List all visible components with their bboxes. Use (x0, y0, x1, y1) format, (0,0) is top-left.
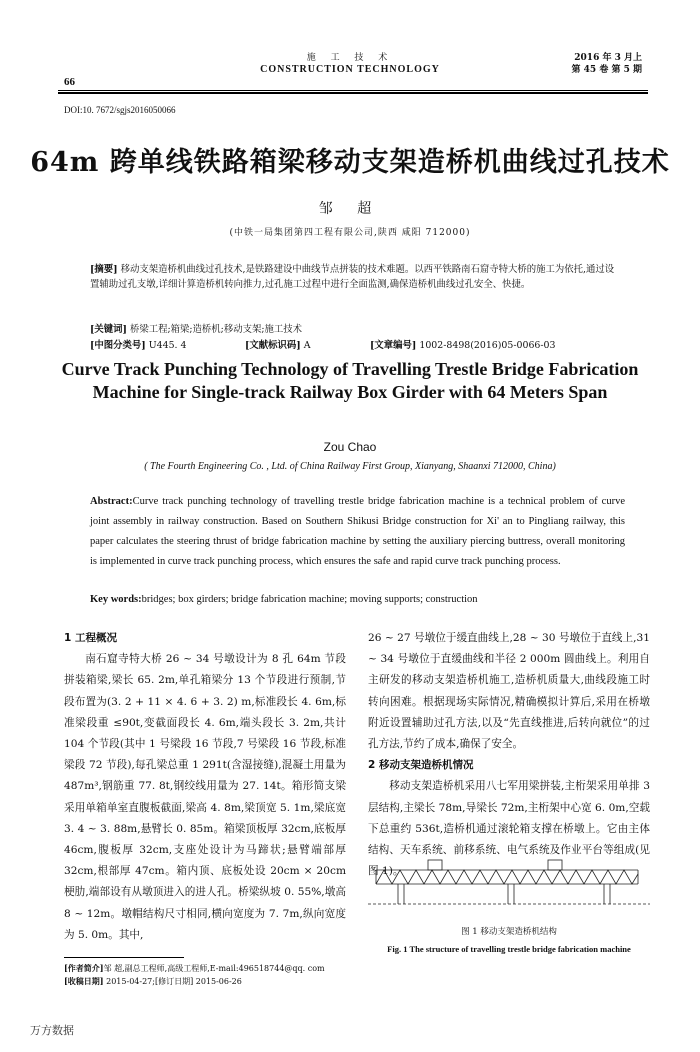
figure-caption-cn: 图 1 移动支架造桥机结构 (461, 927, 557, 937)
keywords-cn-text: 桥梁工程;箱梁;造桥机;移动支架;施工技术 (129, 324, 302, 335)
issue-volume: 第 45 卷 第 5 期 (571, 65, 642, 75)
right-column (368, 628, 650, 882)
footnote-dates (64, 975, 349, 988)
section2-heading: 2 移动支架造桥机情况 (368, 759, 474, 772)
abstract-en-label: Abstract: (90, 496, 133, 507)
abstract-en (90, 492, 625, 572)
title-en: Curve Track Punching Technology of Travelling Trestle Bridge Fabrication Machine for Single-track Railway Box Girder with 64 Meters Span (61, 359, 639, 402)
header-rule-thick (58, 92, 648, 94)
journal-name-en: CONSTRUCTION TECHNOLOGY (260, 64, 440, 75)
issue-date: 2016 年 3 月上 (574, 53, 642, 63)
article-label: [文章编号] (370, 340, 417, 351)
section1-paragraph: 南石窟寺特大桥 26 ~ 34 号墩设计为 8 孔 64m 节段拼装箱梁,梁长 65. 2m,单孔箱梁分 13 个节段进行预制,节段布置为(3. 2 + 11 × 4. 6 + 3. 2) m,标准段长 4. 6m,标准梁段重 ≤90t,变截面段长 4. 6m,端头段长 3. 2m,共计 104 个节段(其中 1 号梁段 16 节段,7 号梁段 16 节段,标准梁段 72 节段),每孔梁总重 1 291t(含湿接缝),混凝土用量为 487m³,钢筋重 77. 8t,钢绞线用量为 27. 14t。箱形简支梁采用单箱单室直腹板截面,梁高 4. 8m,梁顶宽 5. 1m,梁底宽 3. 4 ~ 3. 88m,悬臂长 0. 85m。箱梁顶板厚 32cm,底板厚 46cm,腹板厚 32cm,支座处设计为马蹄状;悬臂端部厚 32cm,根部厚 47cm。箱内顶、底板处设 20cm × 20cm 梗肋,端部设有从墩顶进入的进人孔。桥梁纵坡 0. 55%,墩高 8 ~ 12m。墩帽结构尺寸相同,横向宽度为 7. 7m,纵向宽度为 5. 0m。其中, (64, 653, 346, 941)
clc-value: U445. 4 (148, 340, 187, 351)
doc-label: [文献标识码] (245, 340, 301, 351)
clc-label: [中图分类号] (90, 340, 146, 351)
section2-paragraph: 移动支架造桥机采用八七军用梁拼装,主桁架采用单排 3 层结构,主梁长 78m,导梁长 72m,主桁架中心宽 6. 0m,空载下总重约 536t,造桥机通过滚轮箱支撑在桥墩上。它由主体结构、天车系统、前移系统、电气系统及作业平台等组成(见图 1)。 (368, 780, 650, 878)
abstract-cn-label: [摘要] (90, 264, 118, 275)
doi: DOI:10. 7672/sgjs2016050066 (64, 105, 176, 115)
footnote-author-text: 邹 超,副总工程师,高级工程师,E-mail:496518744@qq. com (103, 964, 325, 973)
clc-code (90, 338, 186, 353)
footnote (64, 962, 349, 988)
affiliation-en: ( The Fourth Engineering Co. , Ltd. of China Railway First Group, Xianyang, Shaanxi 712000, China) (144, 461, 556, 472)
doc-value: A (303, 340, 311, 351)
section1-heading: 1 工程概况 (64, 632, 117, 644)
abstract-cn-text: 移动支架造桥机曲线过孔技术,是铁路建设中曲线节点拼装的技术难题。以西平铁路南石窟寺特大桥的施工为依托,通过设置辅助过孔支墩,详细计算造桥机转向推力,过孔施工过程中进行全面监测,确保造桥机曲线过孔安全、快捷。 (90, 264, 615, 290)
page-number: 66 (64, 76, 75, 88)
footnote-author-label: [作者简介] (64, 963, 104, 973)
affiliation-cn: (中铁一局集团第四工程有限公司,陕西 咸阳 712000) (229, 228, 471, 238)
doc-code (245, 338, 311, 353)
title-cn: 64m 跨单线铁路箱梁移动支架造桥机曲线过孔技术 (30, 147, 670, 178)
figure-caption-en: Fig. 1 The structure of travelling trestle bridge fabrication machine (387, 944, 631, 954)
bridge-machine-figure (368, 854, 650, 914)
journal-name-cn: 施 工 技 术 (306, 53, 394, 63)
footnote-author (64, 962, 349, 975)
footnote-date-text: 2015-04-27;[修订日期] 2015-06-26 (106, 977, 242, 986)
article-value: 1002-8498(2016)05-0066-03 (419, 340, 556, 351)
abstract-en-text: Curve track punching technology of travelling trestle bridge fabrication machine is a technical problem of curve joint assembly in railway construction. Based on Southern Shikusi Bridge construction for Xi' an to Pingliang railway, this paper calculates the steering thrust of bridge fabrication machine by setting the auxiliary piercing buttress, overall monitoring is implemented in curve track punching process, which ensures the safe and rapid curve track punching process. (90, 496, 625, 567)
footnote-rule (64, 957, 184, 958)
keywords-en (90, 592, 625, 608)
abstract-cn (90, 262, 620, 292)
section1-paragraph-continued: 26 ~ 27 号墩位于缓直曲线上,28 ~ 30 号墩位于直线上,31 ~ 34 号墩位于直缓曲线和半径 2 000m 圆曲线上。利用自主研发的移动支架造桥机施工,造桥机质量大,曲线段施工时转向困难。根据现场实际情况,精确模拟计算后,采用在桥墩附近设置辅助过孔方法,以及“先直线推进,后转向就位”的过孔方法,节约了成本,确保了安全。 (368, 632, 650, 751)
article-number (370, 338, 555, 353)
footnote-date-label: [收稿日期] (64, 976, 104, 986)
author-cn: 邹 超 (318, 201, 382, 217)
left-column (64, 628, 346, 946)
keywords-cn-label: [关键词] (90, 324, 127, 335)
keywords-cn (90, 322, 620, 337)
header-rule (58, 90, 648, 91)
keywords-en-label: Key words: (90, 594, 142, 605)
watermark: 万方数据 (30, 1024, 74, 1037)
issue-info (572, 52, 642, 76)
running-header (210, 52, 490, 76)
author-en: Zou Chao (323, 440, 377, 454)
keywords-en-text: bridges; box girders; bridge fabrication machine; moving supports; construction (141, 594, 478, 605)
